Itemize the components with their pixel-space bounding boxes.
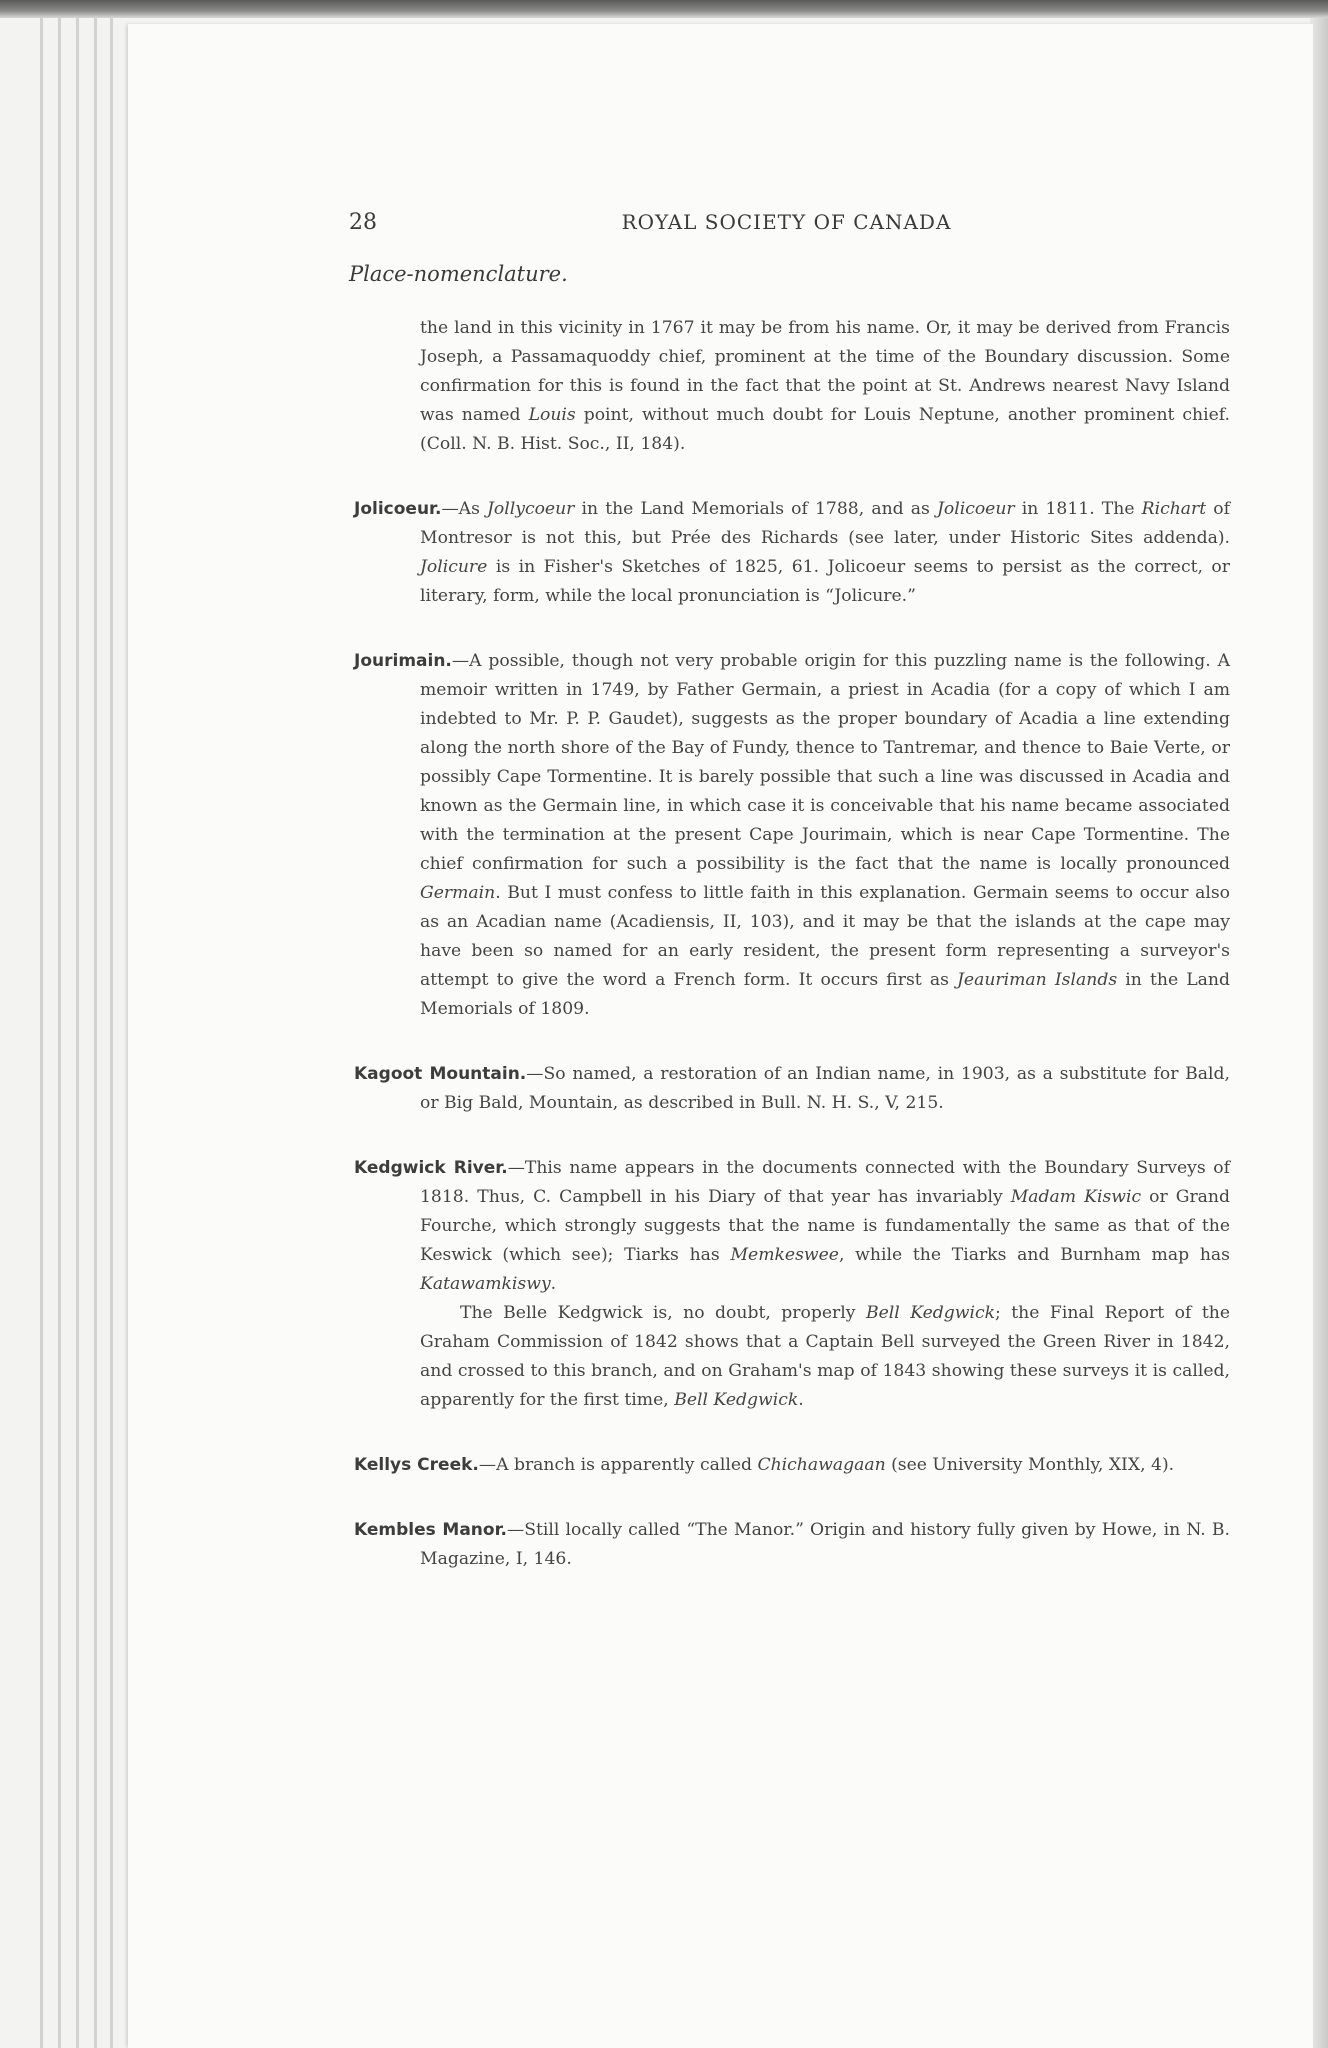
entry-text: is in Fisher's Sketches of 1825, 61. Jolicoeur seems to persist as the correct, or literary, form, while the local pronunciation is “Jolicure.” xyxy=(420,557,1230,606)
dictionary-entry xyxy=(354,1154,1230,1299)
entry-text: . But I must confess to little faith in this explanation. Germain seems to occur also as an Acadian name (Acadiensis, II, 103), and it may be that the islands at the cape may have been so named for an early resident, the present form representing a surveyor's attempt to give the word a French form. It occurs first as xyxy=(420,883,1230,990)
dictionary-entry xyxy=(354,1516,1230,1574)
entry-text: —A branch is apparently called xyxy=(478,1455,758,1475)
entry-headword: Jourimain. xyxy=(354,651,452,671)
page-header xyxy=(349,210,1224,244)
page-number: 28 xyxy=(349,210,377,235)
page-edge xyxy=(94,18,97,2048)
body-text xyxy=(354,314,1230,1610)
entry-text: —This name appears in the documents connected with the Boundary Surveys of 1818. Thus, C. Campbell in his Diary of that year has invariably xyxy=(420,1158,1231,1207)
italic-term: Jolicoeur xyxy=(936,499,1015,519)
italic-term: Memkeswee xyxy=(730,1245,839,1265)
entry-text: ; the Final Report of the Graham Commission of 1842 shows that a Captain Bell surveyed the Green River in 1842, and crossed to this branch, and on Graham's map of 1843 showing these surveys it is called, apparently for the first time, xyxy=(420,1303,1230,1410)
entry-text: . xyxy=(798,1390,804,1410)
italic-term: Madam Kiswic xyxy=(1010,1187,1142,1207)
italic-term: Jeauriman Islands xyxy=(957,970,1118,990)
section-title: Place-nomenclature. xyxy=(349,262,568,286)
italic-term: Germain xyxy=(420,883,496,903)
entry-text: (see University Monthly, XIX, 4). xyxy=(885,1455,1175,1475)
book-top-edge xyxy=(0,0,1328,18)
italic-term: Chichawagaan xyxy=(757,1455,886,1475)
dictionary-entry xyxy=(354,1060,1230,1118)
entry-headword: Kagoot Mountain. xyxy=(354,1064,527,1084)
page-edge xyxy=(40,18,43,2048)
entry-text: , while the Tiarks and Burnham map has xyxy=(838,1245,1230,1265)
entry-text: The Belle Kedgwick is, no doubt, properly xyxy=(460,1303,866,1323)
dictionary-entry xyxy=(354,495,1230,611)
entry-paragraph xyxy=(354,1299,1230,1415)
entry-list xyxy=(354,495,1230,1574)
entry-headword: Jolicoeur. xyxy=(354,499,442,519)
entry-headword: Kembles Manor. xyxy=(354,1520,507,1540)
entry-headword: Kellys Creek. xyxy=(354,1455,479,1475)
dictionary-entry xyxy=(354,647,1230,1024)
dictionary-entry xyxy=(354,1451,1230,1480)
entry-headword: Kedgwick River. xyxy=(354,1158,508,1178)
italic-term: Jolicure xyxy=(420,557,488,577)
running-title: ROYAL SOCIETY OF CANADA xyxy=(621,210,952,234)
entry-text: in the Land Memorials of 1809. xyxy=(420,970,1230,1019)
entry-text: —Still locally called “The Manor.” Origin and history fully given by Howe, in N. B. Magazine, I, 146. xyxy=(420,1520,1230,1569)
entry-text: or Grand Fourche, which strongly suggests that the name is fundamentally the same as that of the Keswick (which see); Tiarks has xyxy=(420,1187,1230,1265)
continuation-paragraph: the land in this vicinity in 1767 it may be from his name. Or, it may be derived from Francis Joseph, a Passamaquoddy chief, prominent at the time of the Boundary discussion. Some confirmation for this is found in the fact that the point at St. Andrews nearest Navy Island was named Louis point, without much doubt for Louis Neptune, another prominent chief. (Coll. N. B. Hist. Soc., II, 184). xyxy=(420,318,1230,454)
entry-text: . xyxy=(550,1274,557,1294)
italic-term: Bell Kedgwick xyxy=(674,1390,799,1410)
entry-text: in 1811. The xyxy=(1014,499,1142,519)
italic-term: Bell Kedgwick xyxy=(865,1303,996,1323)
page-edge xyxy=(58,18,61,2048)
entry-text: —As xyxy=(441,499,488,519)
italic-term: Katawamkiswy xyxy=(420,1274,551,1294)
page-edge xyxy=(76,18,79,2048)
page-edge xyxy=(110,18,113,2048)
entry-text: in the Land Memorials of 1788, and as xyxy=(574,499,937,519)
entry-text: —A possible, though not very probable origin for this puzzling name is the following. A memoir written in 1749, by Father Germain, a priest in Acadia (for a copy of which I am indebted to Mr. P. P. Gaudet), suggests as the proper boundary of Acadia a line extending along the north shore of the Bay of Fundy, thence to Tantremar, and thence to Baie Verte, or possibly Cape Tormentine. It is barely possible that such a line was discussed in Acadia and known as the Germain line, in which case it is conceivable that his name became associated with the termination at the present Cape Jourimain, which is near Cape Tormentine. The chief confirmation for such a possibility is the fact that the name is locally pronounced xyxy=(420,651,1230,874)
entry-text: of Montresor is not this, but Prée des Richards (see later, under Historic Sites addenda). xyxy=(420,499,1230,548)
italic-term: Jollycoeur xyxy=(487,499,575,519)
italic-term: Richart xyxy=(1141,499,1207,519)
entry-text: —So named, a restoration of an Indian name, in 1903, as a substitute for Bald, or Big Bald, Mountain, as described in Bull. N. H. S., V, 215. xyxy=(420,1064,1230,1113)
